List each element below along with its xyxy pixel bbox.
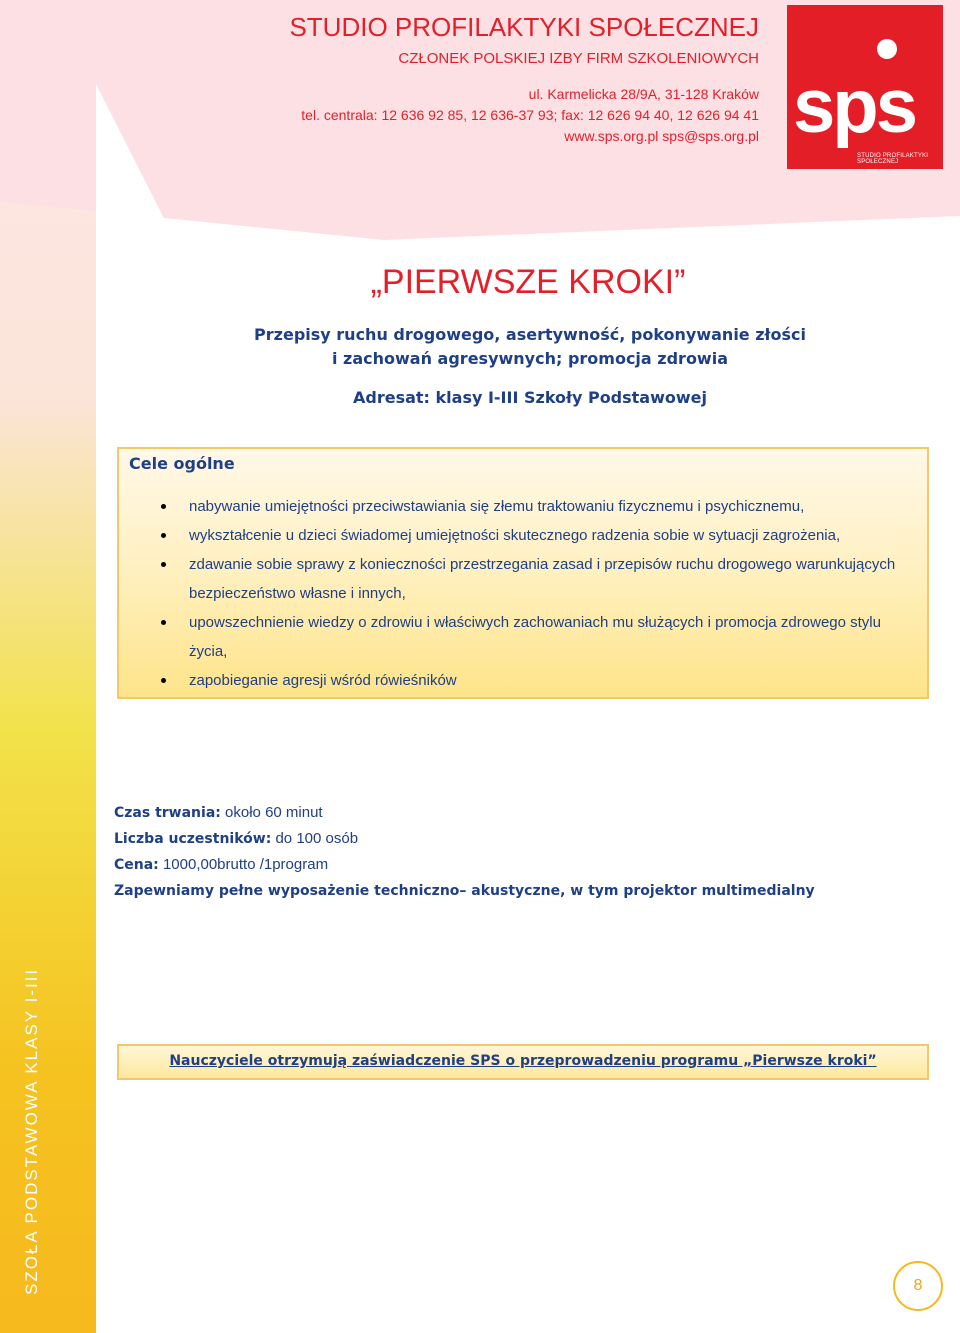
goals-box — [117, 447, 929, 699]
price-label: Cena: — [114, 857, 159, 873]
web-line[interactable]: www.sps.org.pl sps@sps.org.pl — [564, 128, 759, 144]
duration-value: około 60 minut — [220, 804, 323, 821]
logo-subtext: STUDIO PROFILAKTYKI SPOŁECZNEJ — [857, 153, 929, 165]
address-line: ul. Karmelicka 28/9A, 31-128 Kraków — [528, 86, 759, 102]
certificate-note: Nauczyciele otrzymują zaświadczenie SPS o przeprowadzeniu programu „Pierwsze kroki” — [169, 1053, 877, 1069]
side-label: SZOŁA PODSTAWOWA KLASY I-III — [22, 967, 41, 1295]
goal-item: nabywanie umiejętności przeciwstawiania się złemu traktowaniu fizycznemu i psychicznemu, — [119, 492, 909, 521]
goal-item: zdawanie sobie sprawy z konieczności przestrzegania zasad i przepisów ruchu drogowego warunkujących bezpieczeństwo własne i innych, — [119, 550, 909, 608]
certificate-box — [117, 1044, 929, 1080]
header — [289, 10, 759, 147]
program-subtitle — [200, 323, 860, 371]
program-audience: Adresat: klasy I-III Szkoły Podstawowej — [353, 388, 707, 407]
subtitle-line: Przepisy ruchu drogowego, asertywność, pokonywanie złości — [254, 325, 806, 344]
duration-line — [114, 800, 815, 826]
subtitle-line: i zachowań agresywnych; promocja zdrowia — [331, 349, 728, 368]
goals-title: Cele ogólne — [129, 454, 235, 473]
price-value: 1000,00brutto /1program — [158, 856, 329, 873]
membership-line: CZŁONEK POLSKIEJ IZBY FIRM SZKOLENIOWYCH — [398, 50, 759, 67]
program-info — [114, 800, 815, 904]
participants-value: do 100 osób — [271, 830, 359, 847]
participants-line — [114, 826, 815, 852]
goals-list — [119, 492, 909, 695]
goal-item: wykształcenie u dzieci świadomej umiejętności skutecznego radzenia sobie w sytuacji zagrożenia, — [119, 521, 909, 550]
program-title: „PIERWSZE KROKI” — [370, 263, 686, 301]
equipment-note: Zapewniamy pełne wyposażenie techniczno– akustyczne, w tym projektor multimedialny — [114, 883, 815, 899]
page-number: 8 — [893, 1261, 943, 1311]
duration-label: Czas trwania: — [114, 805, 221, 821]
goal-item: upowszechnienie wiedzy o zdrowiu i właściwych zachowaniach mu służących i promocja zdrowego stylu życia, — [119, 608, 909, 666]
sps-logo — [787, 5, 943, 169]
logo-text: sps — [793, 64, 915, 149]
phone-line: tel. centrala: 12 636 92 85, 12 636-37 93; fax: 12 626 94 40, 12 626 94 41 — [301, 107, 759, 123]
logo-dot-icon — [877, 39, 897, 59]
price-line — [114, 852, 815, 878]
company-name: STUDIO PROFILAKTYKI SPOŁECZNEJ — [289, 12, 759, 42]
participants-label: Liczba uczestników: — [114, 831, 272, 847]
goal-item: zapobieganie agresji wśród rówieśników — [119, 666, 909, 695]
